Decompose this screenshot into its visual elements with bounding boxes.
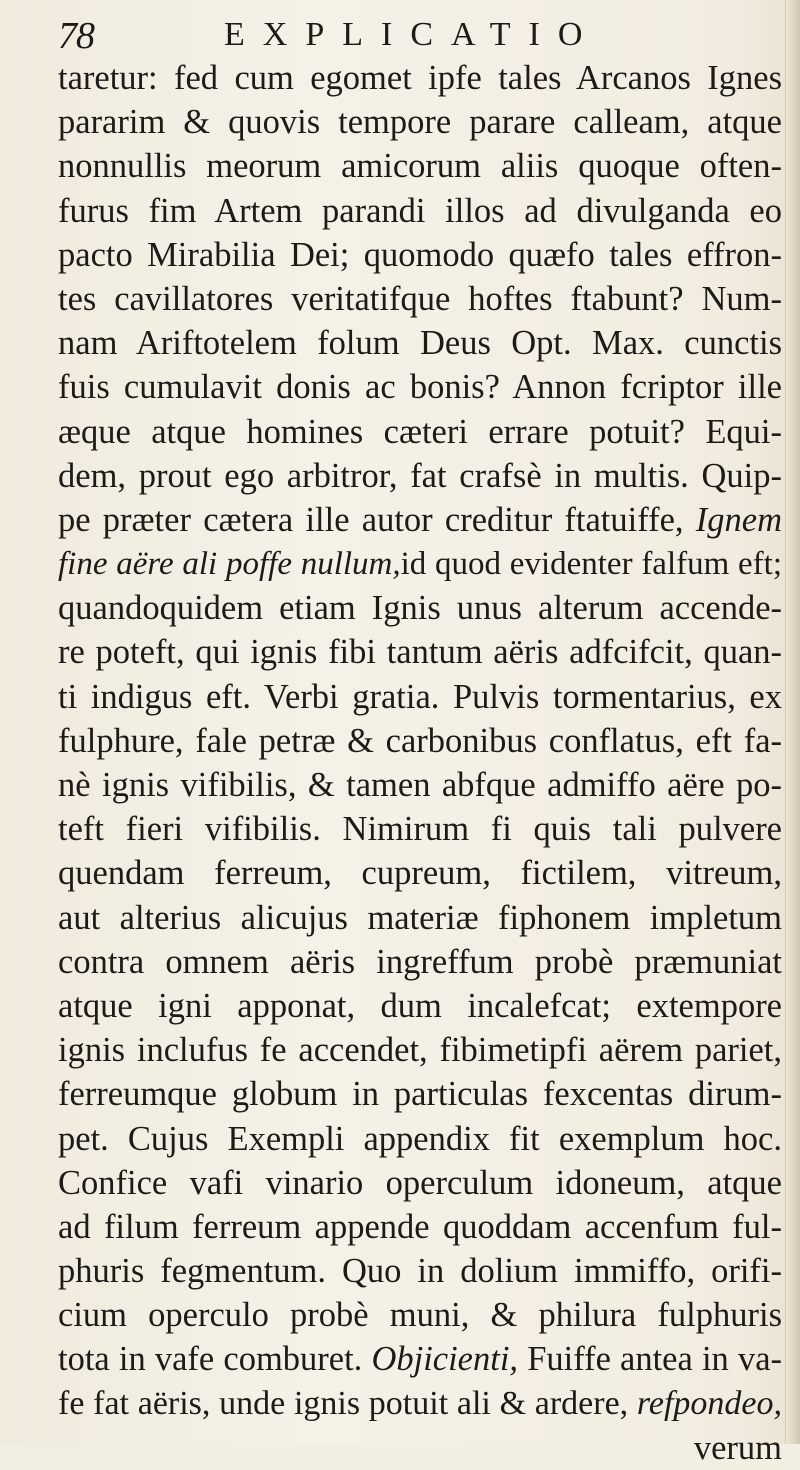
text-line [58,498,782,542]
text-line [58,1426,782,1470]
running-head: EXPLICATIO [224,16,601,53]
text-line [58,542,782,586]
text-line [58,763,782,807]
text-segment: atque igni apponat, dum incalefcat; extempore [58,986,782,1025]
text-segment: nam Ariftotelem folum Deus Opt. Max. cunctis [58,324,782,363]
italic-segment: Ignem [695,500,782,539]
page-number: 78 [58,15,94,57]
text-segment: ignis inclufus fe accendet, fibimetipfi aërem pariet, [58,1031,782,1070]
text-line [58,365,782,409]
text-line [58,1117,782,1161]
text-segment: ferreumque globum in particulas fexcentas dirum- [58,1075,782,1114]
body-text [58,56,782,1470]
page-header [58,8,758,56]
text-segment: Confice vafi vinario operculum idoneum, atque [58,1163,782,1202]
text-segment: dem, prout ego arbitror, fat crafsè in multis. Quip- [58,456,782,495]
text-line [58,851,782,895]
text-segment: fuis cumulavit donis ac bonis? Annon fcriptor ille [58,368,782,407]
text-line [58,410,782,454]
text-segment: nè ignis vifibilis, & tamen abfque admiffo aëre po- [58,766,782,804]
italic-segment: Objicienti, [371,1340,519,1379]
text-line [58,807,782,851]
text-segment: tota in vafe comburet. [58,1340,372,1379]
text-line [58,984,782,1028]
text-line [58,1028,782,1072]
text-segment: aut alterius alicujus materiæ fiphonem impletum [58,898,782,937]
text-line [58,1205,782,1249]
text-segment: re poteft, qui ignis fibi tantum aëris adfcifcit, quan- [58,633,782,672]
text-line [58,56,782,100]
text-line [58,940,782,984]
text-segment: cium operculo probè muni, & philura fulphuris [58,1296,782,1335]
text-line [58,675,782,719]
text-segment: Fuiffe antea in va- [518,1340,782,1379]
text-segment: tes cavillatores veritatifque hoftes ftabunt? Num- [58,279,782,318]
text-line [58,1382,782,1426]
text-segment: æque atque homines cæteri errare potuit? Equi- [58,412,782,451]
text-segment: quandoquidem etiam Ignis unus alterum accende- [58,589,782,628]
text-line [58,719,782,763]
text-line [58,1072,782,1116]
italic-segment: refpondeo, [636,1384,782,1422]
text-segment: teft fieri vifibilis. Nimirum fi quis tali pulvere [58,810,782,849]
text-line [58,277,782,321]
text-segment: ad filum ferreum appende quoddam accenfum ful- [58,1207,782,1246]
text-segment: pacto Mirabilia Dei; quomodo quæfo tales effron- [58,235,782,274]
text-line [58,1293,782,1337]
text-segment: phuris fegmentum. Quo in dolium immiffo, orifi- [58,1252,782,1291]
italic-segment: fine aëre ali poffe nullum, [58,546,401,583]
text-segment: furus fim Artem parandi illos ad divulganda eo [58,191,782,230]
text-line [58,233,782,277]
text-segment: contra omnem aëris ingreffum probè præmuniat [58,942,782,981]
text-segment: pet. Cujus Exempli appendix fit exemplum hoc. [58,1119,782,1158]
text-line [58,896,782,940]
text-segment: verum [693,1428,782,1467]
text-line [58,189,782,233]
text-segment: fe fat aëris, unde ignis potuit ali & ardere, [58,1384,637,1422]
text-line [58,1337,782,1381]
binding-edge [785,0,800,1444]
text-line [58,1249,782,1293]
text-line [58,144,782,188]
text-line [58,1161,782,1205]
text-segment: quendam ferreum, cupreum, fictilem, vitreum, [58,854,782,893]
text-line [58,586,782,630]
text-line [58,321,782,365]
text-line [58,100,782,144]
text-line [58,454,782,498]
text-segment: nonnullis meorum amicorum aliis quoque often- [58,147,782,186]
text-segment: ti indigus eft. Verbi gratia. Pulvis tormentarius, ex [58,677,782,716]
text-segment: pe præter cætera ille autor creditur ftatuiffe, [58,500,696,539]
text-segment: pararim & quovis tempore parare calleam, atque [58,103,782,142]
text-segment: taretur: fed cum egomet ipfe tales Arcanos Ignes [58,59,782,97]
text-segment: id quod evidenter falfum eft; [400,546,783,583]
text-segment: fulphure, fale petræ & carbonibus conflatus, eft fa- [58,721,782,760]
text-line [58,630,782,674]
